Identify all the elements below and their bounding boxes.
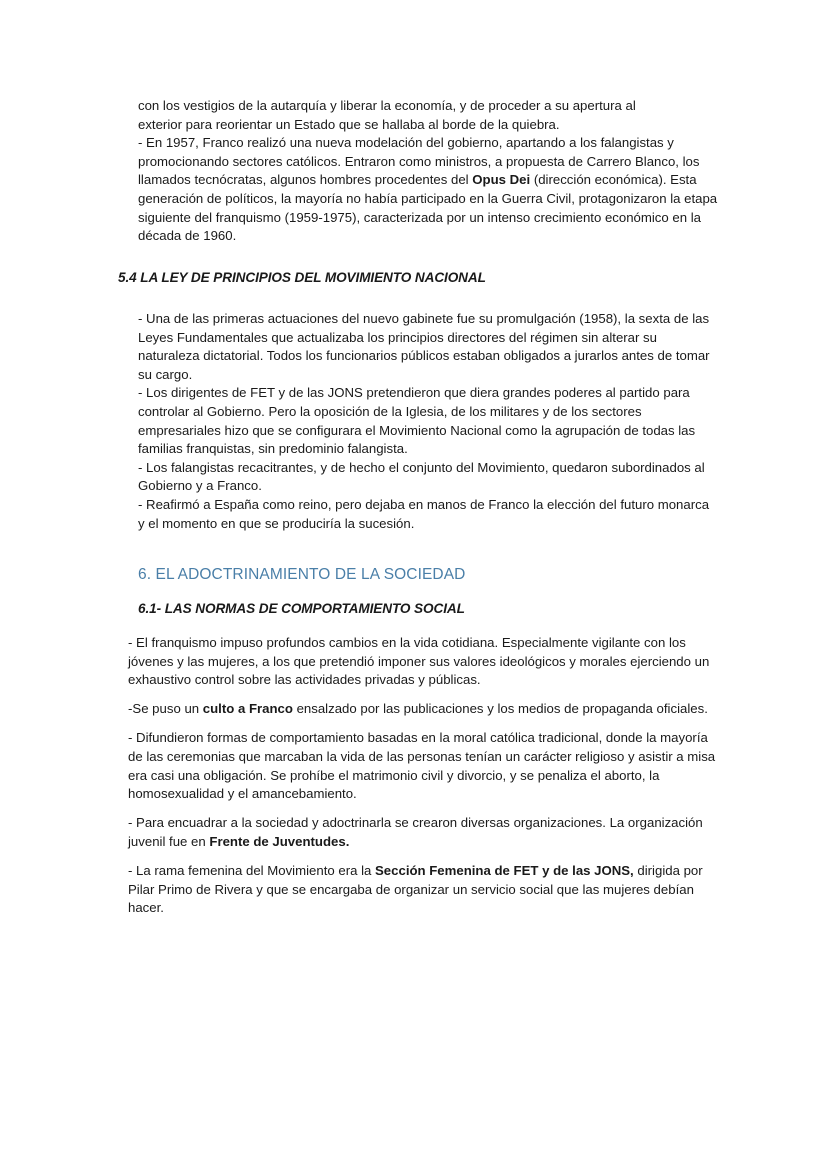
paragraph: - Una de las primeras actuaciones del nuevo gabinete fue su promulgación (1958), la sexta de las Leyes Fundamentales que actualizaba los principios directores del régimen sin alterar su naturaleza dictatorial. Todos los funcionarios públicos estaban obligados a jurarlos antes de tomar su cargo. [138,311,710,382]
paragraph: - Los falangistas recacitrantes, y de hecho el conjunto del Movimiento, quedaron subordinados al Gobierno y a Franco. [138,459,705,494]
bold-run: culto a Franco [202,701,293,717]
text-run: ensalzado por las publicaciones y los medios de propaganda oficiales. [292,701,708,717]
section-61-body [128,634,718,928]
paragraph: - Difundieron formas de comportamiento basadas en la moral católica tradicional, donde la mayoría de las ceremonias que marcaban la vida de las personas tenían un carácter religioso y asistir a misa era casi una obligación. Se prohíbe el matrimonio civil y divorcio, y se penaliza el aborto, la homosexualidad y el amancebamiento. [128,730,716,802]
paragraph [128,862,718,918]
text-run: -Se puso un [128,701,203,717]
intro-line-2: exterior para reorientar un Estado que se hallaba al borde de la quiebra. [138,116,560,132]
paragraph: - Reafirmó a España como reino, pero dejaba en manos de Franco la elección del futuro monarca y el momento en que se produciría la sucesión. [138,496,710,531]
text-run: - La rama femenina del Movimiento era la [128,862,376,878]
section-54-body [138,310,718,533]
intro-line-1: con los vestigios de la autarquía y liberar la economía, y de proceder a su apertura al [138,98,636,113]
bold-run: Opus Dei [472,172,531,188]
text-run: dirigida por Pilar Primo de Rivera y que se encargaba de organizar un servicio social que las mujeres debían hacer. [128,862,703,916]
intro-block [138,97,718,246]
section-54-heading: 5.4 LA LEY DE PRINCIPIOS DEL MOVIMIENTO NACIONAL [118,270,486,285]
text-run: - En 1957, Franco realizó una nueva modelación del gobierno, apartando a los falangistas y promocionando sectores católicos. Entraron como ministros, a propuesta de Carrero Blanco, los llamados tecnócratas, algunos hombres procedentes del [138,135,700,188]
intro-paragraph-2 [138,134,718,246]
paragraph: - El franquismo impuso profundos cambios en la vida cotidiana. Especialmente vigilante con los jóvenes y las mujeres, a los que pretendió imponer sus valores ideológicos y morales ejerciendo un exhaustivo control sobre las actividades privadas y públicas. [128,635,710,688]
bold-run: Sección Femenina de FET y de las JONS, [375,862,634,878]
paragraph [128,700,718,719]
paragraph [128,814,718,851]
text-run: - Para encuadrar a la sociedad y adoctrinarla se crearon diversas organizaciones. La organización juvenil fue en [128,815,703,849]
bold-run: Frente de Juventudes. [209,833,350,849]
paragraph: - Los dirigentes de FET y de las JONS pretendieron que diera grandes poderes al partido para controlar al Gobierno. Pero la oposición de la Iglesia, de los militares y de los sectores empresariales hizo que se configurara el Movimiento Nacional como la agrupación de todas las familias franquistas, sin predominio falangista. [138,385,696,457]
section-6-heading: 6. EL ADOCTRINAMIENTO DE LA SOCIEDAD [138,566,466,583]
section-61-heading: 6.1- LAS NORMAS DE COMPORTAMIENTO SOCIAL [138,601,465,616]
text-run: (dirección económica). Esta generación de políticos, la mayoría no había participado en la Guerra Civil, protagonizaron la etapa siguiente del franquismo (1959-1975), caracterizada por un intenso crecimiento económico en la década de 1960. [138,172,718,244]
